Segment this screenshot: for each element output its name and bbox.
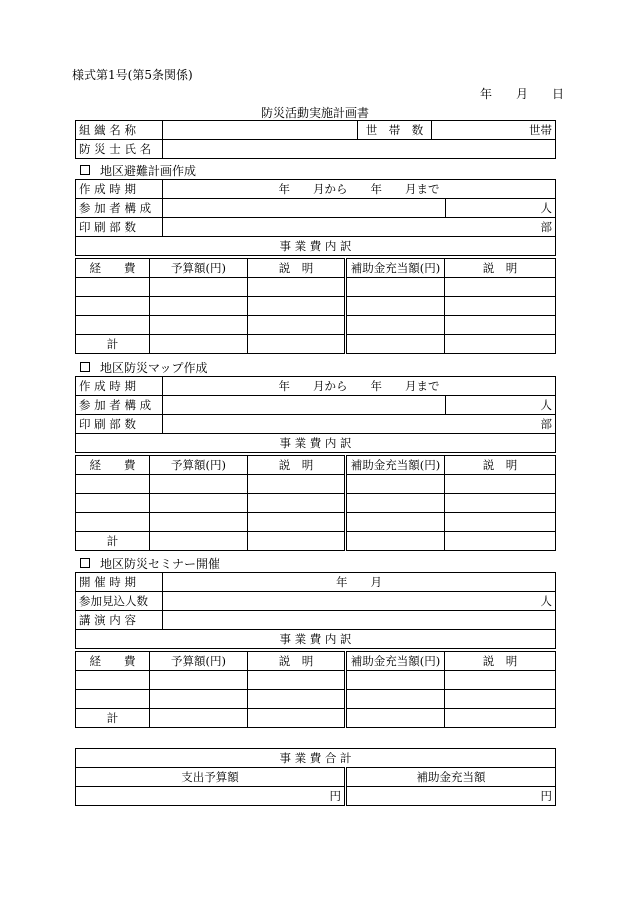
subsidy-cell[interactable] — [346, 690, 445, 709]
budget-cell[interactable] — [150, 494, 248, 513]
table-row — [76, 316, 556, 335]
budget-cell[interactable] — [150, 671, 248, 690]
section-3-period-field[interactable]: 年 月 — [163, 573, 556, 592]
section-3-title-text: 地区防災セミナー開催 — [100, 557, 221, 571]
summary-subsidy-unit: 円 — [540, 789, 552, 803]
table-row — [76, 278, 556, 297]
households-unit: 世帯 — [529, 123, 552, 137]
budget-cell[interactable] — [150, 278, 248, 297]
section-1-participants-label: 参 加 者 構 成 — [76, 199, 163, 218]
section-2-participants-field[interactable] — [163, 396, 446, 415]
total-label: 計 — [76, 532, 150, 551]
section-1-breakdown-table — [75, 258, 556, 354]
org-name-label: 組 織 名 称 — [76, 121, 163, 140]
section-3-attendees-field[interactable] — [163, 592, 556, 611]
section-1-info-table — [75, 179, 556, 256]
section-1-period-field[interactable]: 年 月から 年 月まで — [163, 180, 556, 199]
section-3-title — [80, 555, 220, 572]
total-subsidy-cell[interactable] — [346, 532, 445, 551]
total-label: 計 — [76, 335, 150, 354]
desc2-cell[interactable] — [445, 475, 556, 494]
section-3-attendees-label: 参加見込人数 — [76, 592, 163, 611]
section-1-checkbox[interactable] — [80, 165, 90, 175]
col-expense-header: 経 費 — [76, 456, 150, 475]
officer-name-label: 防 災 士 氏 名 — [76, 140, 163, 159]
desc2-cell[interactable] — [445, 494, 556, 513]
col-expense-header: 経 費 — [76, 652, 150, 671]
summary-title: 事 業 費 合 計 — [76, 749, 556, 768]
section-2-copies-unit: 部 — [540, 417, 552, 431]
desc-cell[interactable] — [248, 475, 346, 494]
table-row — [76, 494, 556, 513]
section-3-attendees-unit: 人 — [540, 594, 552, 608]
date-day-label: 日 — [552, 87, 565, 101]
section-2-checkbox[interactable] — [80, 362, 90, 372]
section-1-participants-unit: 人 — [446, 199, 556, 218]
table-row — [76, 671, 556, 690]
section-3-breakdown-table — [75, 651, 556, 728]
section-2-title-text: 地区防災マップ作成 — [100, 361, 208, 375]
desc-cell[interactable] — [248, 690, 346, 709]
col-budget-header: 予算額(円) — [150, 259, 248, 278]
summary-budget-field[interactable] — [76, 787, 346, 806]
desc2-cell[interactable] — [445, 316, 556, 335]
date-year-label: 年 — [480, 87, 493, 101]
subsidy-cell[interactable] — [346, 316, 445, 335]
households-field[interactable] — [432, 121, 556, 140]
desc2-cell[interactable] — [445, 671, 556, 690]
desc-cell[interactable] — [248, 316, 346, 335]
section-2-copies-field[interactable] — [163, 415, 556, 434]
expense-cell[interactable] — [76, 316, 150, 335]
col-desc2-header: 説 明 — [445, 259, 556, 278]
section-1-title — [80, 162, 196, 179]
desc-cell[interactable] — [248, 278, 346, 297]
table-row — [76, 690, 556, 709]
expense-cell[interactable] — [76, 297, 150, 316]
col-desc-header: 説 明 — [248, 456, 346, 475]
total-desc2-cell[interactable] — [445, 532, 556, 551]
total-desc-cell[interactable] — [248, 709, 346, 728]
total-label: 計 — [76, 709, 150, 728]
section-1-participants-field[interactable] — [163, 199, 446, 218]
total-desc-cell[interactable] — [248, 335, 346, 354]
org-name-field[interactable] — [163, 121, 358, 140]
expense-cell[interactable] — [76, 475, 150, 494]
section-3-period-label: 開 催 時 期 — [76, 573, 163, 592]
summary-budget-unit: 円 — [329, 789, 341, 803]
total-subsidy-cell[interactable] — [346, 709, 445, 728]
table-row — [76, 475, 556, 494]
section-1-period-label: 作 成 時 期 — [76, 180, 163, 199]
section-3-lecture-label: 講 演 内 容 — [76, 611, 163, 630]
col-budget-header: 予算額(円) — [150, 652, 248, 671]
section-2-breakdown-title: 事 業 費 内 訳 — [76, 434, 556, 453]
section-2-participants-label: 参 加 者 構 成 — [76, 396, 163, 415]
section-3-lecture-field[interactable] — [163, 611, 556, 630]
desc2-cell[interactable] — [445, 690, 556, 709]
total-budget-cell[interactable] — [150, 532, 248, 551]
desc-cell[interactable] — [248, 494, 346, 513]
summary-table — [75, 748, 556, 806]
total-row — [76, 335, 556, 354]
expense-cell[interactable] — [76, 671, 150, 690]
total-row — [76, 532, 556, 551]
subsidy-cell[interactable] — [346, 278, 445, 297]
total-budget-cell[interactable] — [150, 335, 248, 354]
subsidy-cell[interactable] — [346, 297, 445, 316]
section-3-checkbox[interactable] — [80, 558, 90, 568]
summary-budget-header: 支出予算額 — [76, 768, 346, 787]
desc2-cell[interactable] — [445, 513, 556, 532]
budget-cell[interactable] — [150, 475, 248, 494]
budget-cell[interactable] — [150, 297, 248, 316]
section-1-title-text: 地区避難計画作成 — [100, 164, 197, 178]
section-2-period-field[interactable]: 年 月から 年 月まで — [163, 377, 556, 396]
desc-cell[interactable] — [248, 513, 346, 532]
desc2-cell[interactable] — [445, 297, 556, 316]
officer-name-field[interactable] — [163, 140, 556, 159]
section-2-copies-label: 印 刷 部 数 — [76, 415, 163, 434]
budget-cell[interactable] — [150, 513, 248, 532]
org-table — [75, 120, 556, 159]
budget-cell[interactable] — [150, 316, 248, 335]
total-subsidy-cell[interactable] — [346, 335, 445, 354]
total-budget-cell[interactable] — [150, 709, 248, 728]
section-2-period-label: 作 成 時 期 — [76, 377, 163, 396]
col-desc-header: 説 明 — [248, 259, 346, 278]
subsidy-cell[interactable] — [346, 671, 445, 690]
expense-cell[interactable] — [76, 278, 150, 297]
summary-subsidy-field[interactable] — [346, 787, 556, 806]
col-desc-header: 説 明 — [248, 652, 346, 671]
section-1-copies-unit: 部 — [540, 220, 552, 234]
expense-cell[interactable] — [76, 690, 150, 709]
section-3-info-table — [75, 572, 556, 649]
table-row — [76, 513, 556, 532]
subsidy-cell[interactable] — [346, 494, 445, 513]
subsidy-cell[interactable] — [346, 513, 445, 532]
total-row — [76, 709, 556, 728]
section-1-breakdown-title: 事 業 費 内 訳 — [76, 237, 556, 256]
date-month-label: 月 — [516, 87, 529, 101]
section-3-breakdown-title: 事 業 費 内 訳 — [76, 630, 556, 649]
total-desc2-cell[interactable] — [445, 335, 556, 354]
desc2-cell[interactable] — [445, 278, 556, 297]
budget-cell[interactable] — [150, 690, 248, 709]
desc-cell[interactable] — [248, 297, 346, 316]
section-2-participants-unit: 人 — [446, 396, 556, 415]
households-label: 世 帯 数 — [358, 121, 432, 140]
col-budget-header: 予算額(円) — [150, 456, 248, 475]
form-number: 様式第1号(第5条関係) — [72, 68, 193, 82]
col-expense-header: 経 費 — [76, 259, 150, 278]
expense-cell[interactable] — [76, 494, 150, 513]
col-subsidy-header: 補助金充当額(円) — [346, 456, 445, 475]
section-2-info-table — [75, 376, 556, 453]
summary-subsidy-header: 補助金充当額 — [346, 768, 556, 787]
desc-cell[interactable] — [248, 671, 346, 690]
col-subsidy-header: 補助金充当額(円) — [346, 652, 445, 671]
col-desc2-header: 説 明 — [445, 456, 556, 475]
document-title: 防災活動実施計画書 — [260, 106, 369, 120]
total-desc-cell[interactable] — [248, 532, 346, 551]
section-2-breakdown-table — [75, 455, 556, 551]
total-desc2-cell[interactable] — [445, 709, 556, 728]
col-subsidy-header: 補助金充当額(円) — [346, 259, 445, 278]
section-1-copies-label: 印 刷 部 数 — [76, 218, 163, 237]
section-2-title — [80, 359, 208, 376]
expense-cell[interactable] — [76, 513, 150, 532]
subsidy-cell[interactable] — [346, 475, 445, 494]
table-row — [76, 297, 556, 316]
section-1-copies-field[interactable] — [163, 218, 556, 237]
col-desc2-header: 説 明 — [445, 652, 556, 671]
